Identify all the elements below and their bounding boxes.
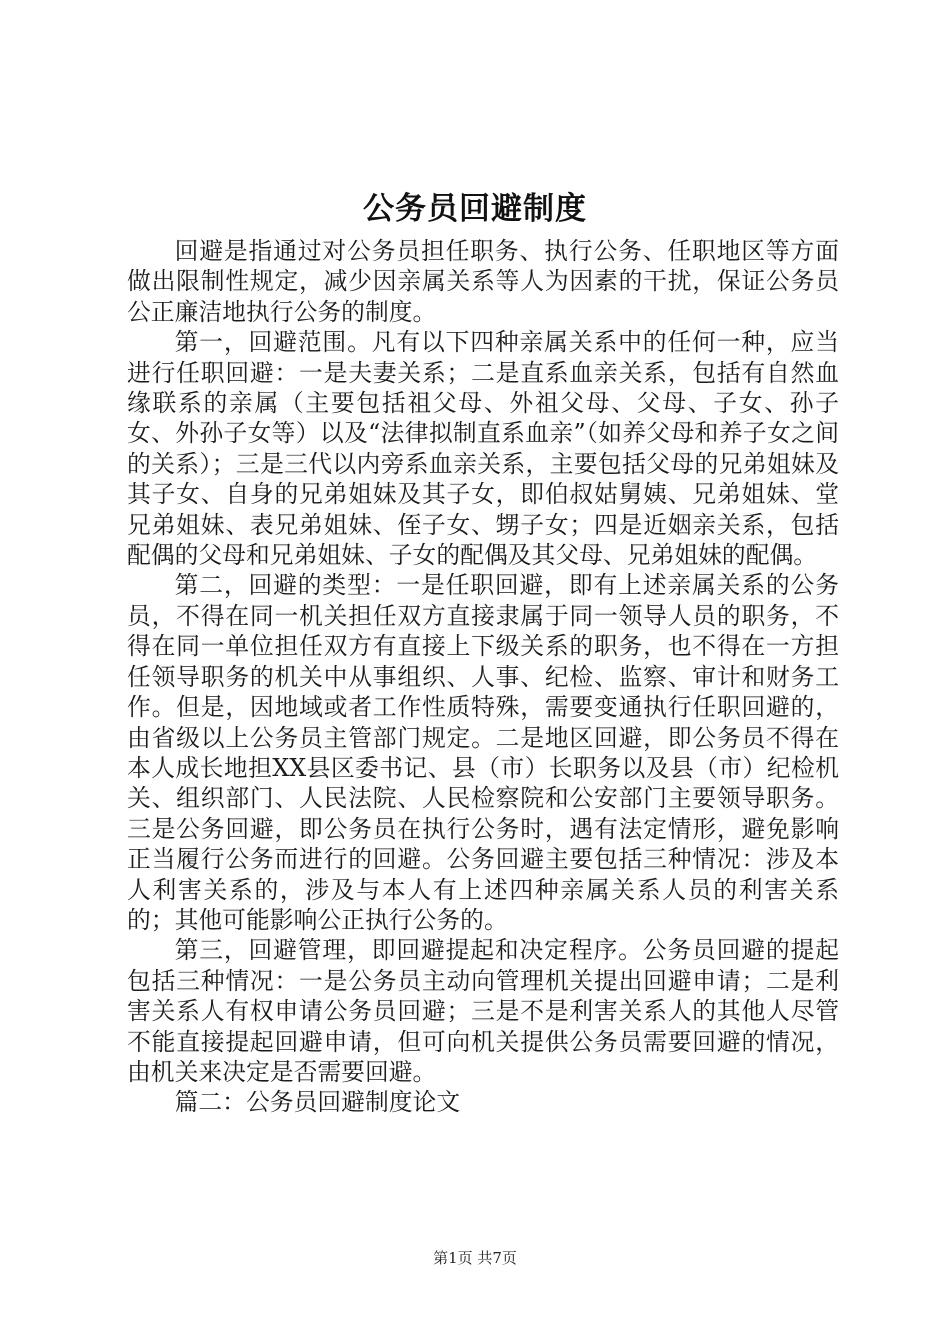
paragraph: 第三，回避管理，即回避提起和决定程序。公务员回避的提起包括三种情况：一是公务员主动向管理机关提出回避申请；二是利害关系人有权申请公务员回避；三是不是利害关系人的其他人尽管不能直接提起回避申请，但可向机关提供公务员需要回避的情况，由机关来决定是否需要回避。 — [127, 936, 839, 1086]
page-footer: 第1页 共7页 — [433, 1249, 517, 1267]
page-title: 公务员回避制度 — [363, 191, 587, 227]
paragraph: 篇二：公务员回避制度论文 — [174, 1088, 461, 1117]
document-body — [127, 236, 839, 1118]
paragraph: 回避是指通过对公务员担任职务、执行公务、任职地区等方面做出限制性规定，减少因亲属关系等人为因素的干扰，保证公务员公正廉洁地执行公务的制度。 — [127, 237, 839, 326]
paragraph: 第二，回避的类型：一是任职回避，即有上述亲属关系的公务员，不得在同一机关担任双方直接隶属于同一领导人员的职务，不得在同一单位担任双方有直接上下级关系的职务，也不得在一方担任领导职务的机关中从事组织、人事、纪检、监察、审计和财务工作。但是，因地域或者工作性质特殊，需要变通执行任职回避的，由省级以上公务员主管部门规定。二是地区回避，即公务员不得在本人成长地担XX县区委书记、县（市）长职务以及县（市）纪检机关、组织部门、人民法院、人民检察院和公安部门主要领导职务。三是公务回避，即公务员在执行公务时，遇有法定情形，避免影响正当履行公务而进行的回避。公务回避主要包括三种情况：涉及本人利害关系的，涉及与本人有上述四种亲属关系人员的利害关系的；其他可能影响公正执行公务的。 — [127, 571, 839, 934]
paragraph: 第一，回避范围。凡有以下四种亲属关系中的任何一种，应当进行任职回避：一是夫妻关系；二是直系血亲关系，包括有自然血缘联系的亲属（主要包括祖父母、外祖父母、父母、子女、孙子女、外孙子女等）以及“法律拟制直系血亲”（如养父母和养子女之间的关系）；三是三代以内旁系血亲关系，主要包括父母的兄弟姐妹及其子女、自身的兄弟姐妹及其子女，即伯叔姑舅姨、兄弟姐妹、堂兄弟姐妹、表兄弟姐妹、侄子女、甥子女；四是近姻亲关系，包括配偶的父母和兄弟姐妹、子女的配偶及其父母、兄弟姐妹的配偶。 — [127, 328, 839, 570]
